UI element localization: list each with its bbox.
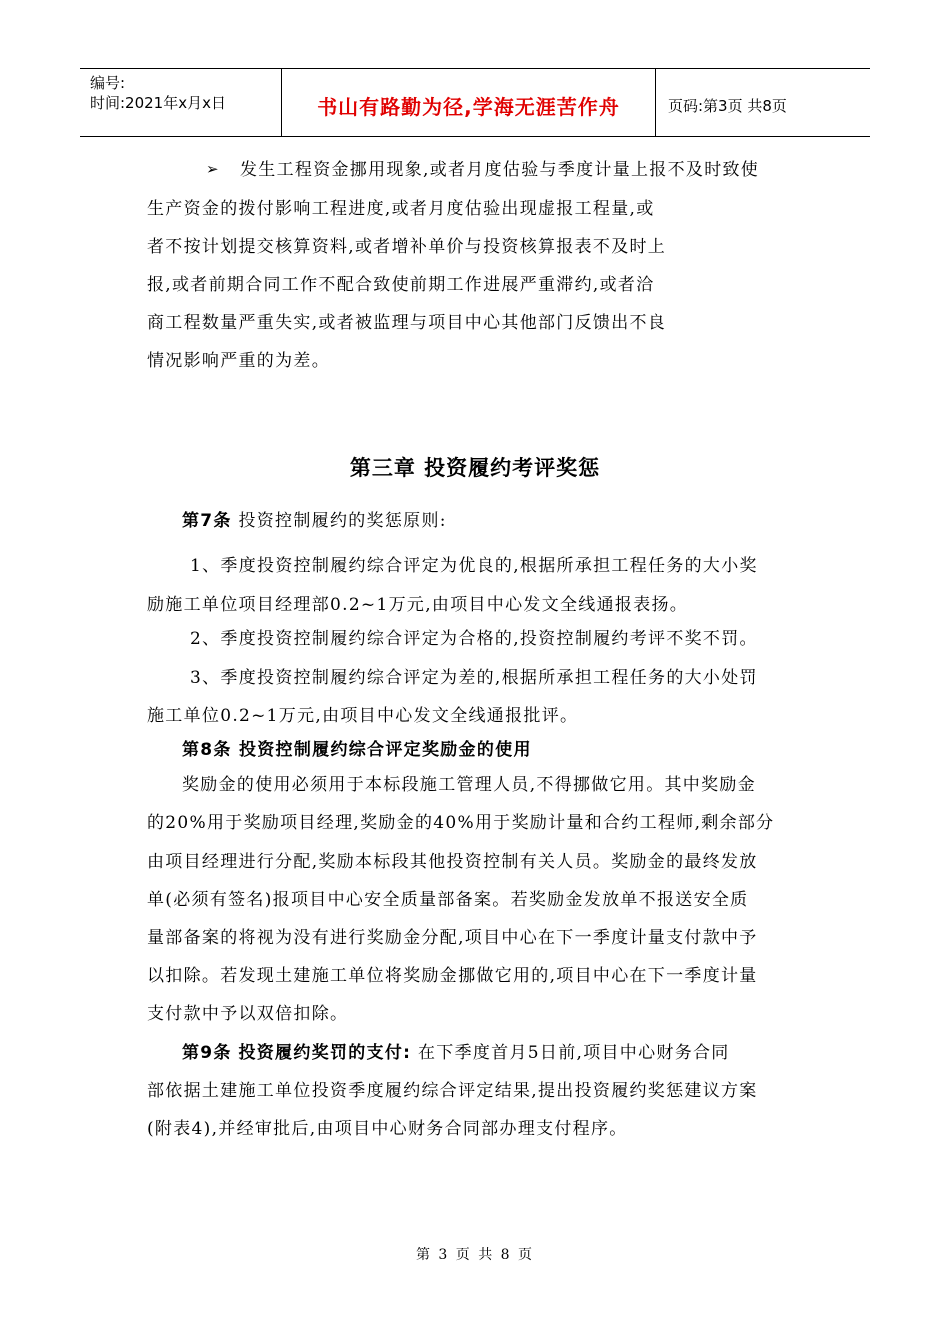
article8-line: 单(必须有签名)报项目中心安全质量部备案。若奖励金发放单不报送安全质 xyxy=(147,890,749,910)
article7-item3-line1: 3、季度投资控制履约综合评定为差的,根据所承担工程任务的大小处罚 xyxy=(190,668,758,688)
article9-line3: (附表4),并经审批后,由项目中心财务合同部办理支付程序。 xyxy=(147,1119,628,1139)
bullet-line: 商工程数量严重失实,或者被监理与项目中心其他部门反馈出不良 xyxy=(147,313,667,333)
article9-heading xyxy=(182,1034,730,1072)
date-label: 时间:2021年x月x日 xyxy=(90,94,226,112)
article8-line: 的20%用于奖励项目经理,奖励金的40%用于奖励计量和合约工程师,剩余部分 xyxy=(147,813,775,833)
page-footer: 第 3 页 共 8 页 xyxy=(415,1247,535,1263)
header-left-cell xyxy=(80,69,282,136)
header-motto: 书山有路勤为径,学海无涯苦作舟 xyxy=(282,69,656,136)
article9-label: 第9条 xyxy=(182,1043,232,1063)
article8-line: 奖励金的使用必须用于本标段施工管理人员,不得挪做它用。其中奖励金 xyxy=(182,775,757,795)
article7-item1-line1: 1、季度投资控制履约综合评定为优良的,根据所承担工程任务的大小奖 xyxy=(190,556,758,576)
article7-label: 第7条 xyxy=(182,511,232,531)
chapter-title: 第三章 投资履约考评奖惩 xyxy=(349,456,601,480)
bullet-line: 情况影响严重的为差。 xyxy=(147,351,330,371)
article7-item3-line2: 施工单位0.2~1万元,由项目中心发文全线通报批评。 xyxy=(147,706,579,726)
article7-heading xyxy=(182,502,447,540)
header-page-info: 页码:第3页 共8页 xyxy=(668,97,787,115)
arrow-bullet-icon: ➢ xyxy=(206,160,219,178)
article8-line: 以扣除。若发现土建施工单位将奖励金挪做它用的,项目中心在下一季度计量 xyxy=(147,966,758,986)
article8-line: 由项目经理进行分配,奖励本标段其他投资控制有关人员。奖励金的最终发放 xyxy=(147,852,758,872)
page-header xyxy=(80,68,870,137)
article8-heading: 第8条 投资控制履约综合评定奖励金的使用 xyxy=(182,740,532,760)
article9-line1: 在下季度首月5日前,项目中心财务合同 xyxy=(417,1043,730,1063)
article8-line: 支付款中予以双倍扣除。 xyxy=(147,1004,349,1024)
article9-line2: 部依据土建施工单位投资季度履约综合评定结果,提出投资履约奖惩建议方案 xyxy=(147,1081,758,1101)
bullet-line: 生产资金的拨付影响工程进度,或者月度估验出现虚报工程量,或 xyxy=(147,199,655,219)
bullet-line: 发生工程资金挪用现象,或者月度估验与季度计量上报不及时致使 xyxy=(240,160,760,180)
article7-item1-line2: 励施工单位项目经理部0.2~1万元,由项目中心发文全线通报表扬。 xyxy=(147,595,689,615)
article7-title: 投资控制履约的奖惩原则: xyxy=(238,511,447,531)
article9-title: 投资履约奖罚的支付: xyxy=(238,1043,412,1063)
bullet-line: 报,或者前期合同工作不配合致使前期工作进展严重滞约,或者洽 xyxy=(147,275,655,295)
bullet-line: 者不按计划提交核算资料,或者增补单价与投资核算报表不及时上 xyxy=(147,237,667,257)
article8-line: 量部备案的将视为没有进行奖励金分配,项目中心在下一季度计量支付款中予 xyxy=(147,928,758,948)
article7-item2: 2、季度投资控制履约综合评定为合格的,投资控制履约考评不奖不罚。 xyxy=(190,629,758,649)
document-number-label: 编号: xyxy=(90,74,126,92)
